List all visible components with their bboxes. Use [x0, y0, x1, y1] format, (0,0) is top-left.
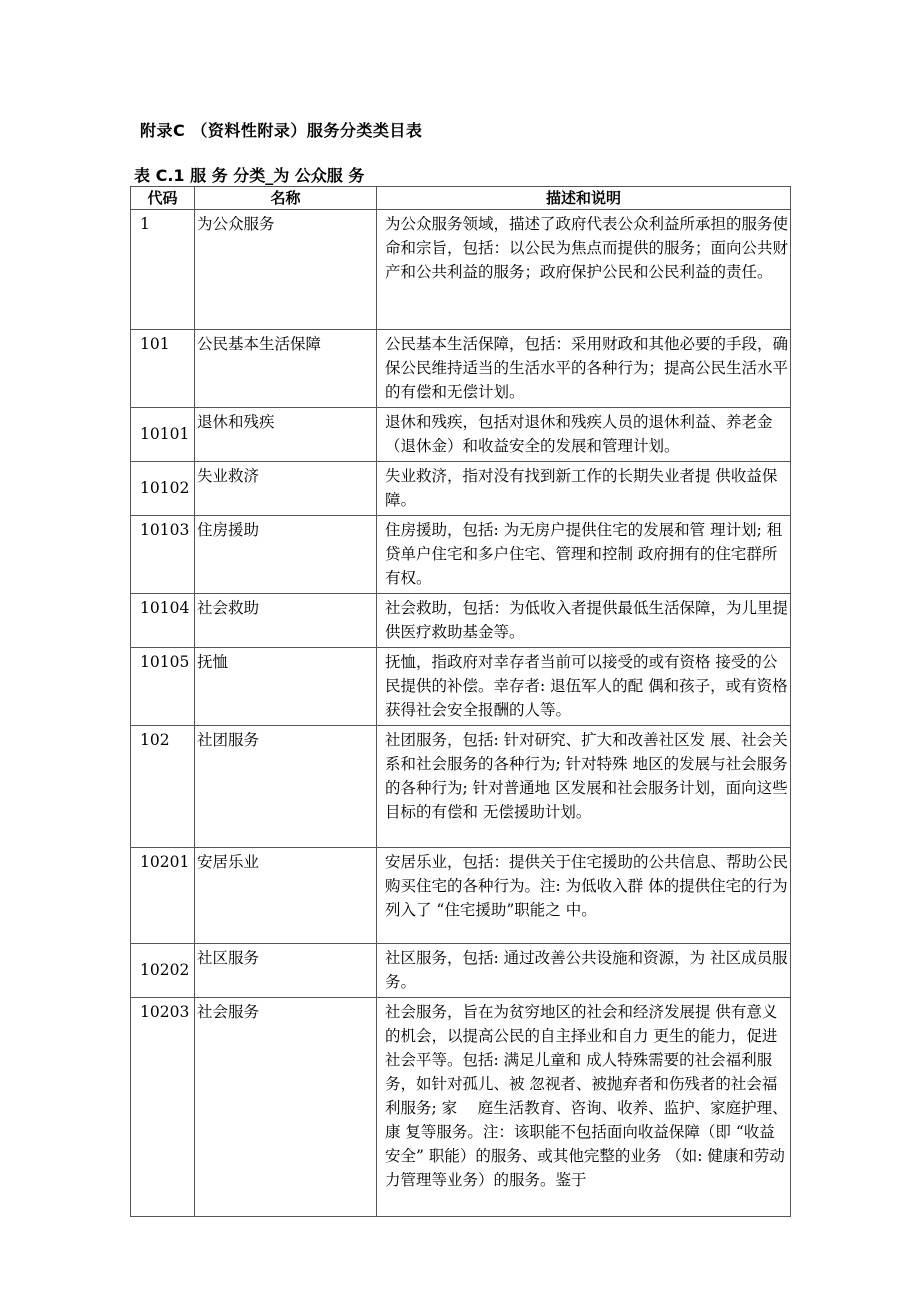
row-name: 社会服务: [195, 998, 377, 1217]
table-row: [131, 648, 791, 726]
row-code: 10102: [131, 462, 195, 516]
table-row: [131, 848, 791, 944]
column-header-name: 名称: [195, 187, 377, 210]
row-name: 退休和残疾: [195, 408, 377, 462]
row-code: 10105: [131, 648, 195, 726]
row-desc: 失业救济，指对没有找到新工作的长期失业者提 供收益保障。: [377, 462, 791, 516]
row-desc: 抚恤，指政府对幸存者当前可以接受的或有资格 接受的公民提供的补偿。幸存者: 退伍军人的配 偶和孩子，或有资格获得社会安全报酬的人等。: [377, 648, 791, 726]
row-desc: 安居乐业，包括：提供关于住宅援助的公共信息、帮助公民购买住宅的各种行为。注: 为低收入群 体的提供住宅的行为列入了 “住宅援助”职能之 中。: [377, 848, 791, 944]
row-code: 10101: [131, 408, 195, 462]
row-code: 10202: [131, 944, 195, 998]
row-desc: 社区服务，包括: 通过改善公共设施和资源，为 社区成员服务。: [377, 944, 791, 998]
row-name: 公民基本生活保障: [195, 330, 377, 408]
row-code: 1: [131, 210, 195, 330]
row-code: 102: [131, 726, 195, 848]
row-code: 10203: [131, 998, 195, 1217]
row-code: 10104: [131, 594, 195, 648]
row-desc: 社会救助，包括：为低收入者提供最低生活保障，为儿里提供医疗救助基金等。: [377, 594, 791, 648]
table-row: [131, 408, 791, 462]
row-code: 10201: [131, 848, 195, 944]
table-header-row: [131, 187, 791, 210]
row-desc: 公民基本生活保障，包括：采用财政和其他必要的手段，确保公民维持适当的生活水平的各种行为；提高公民生活水平的有偿和无偿计划。: [377, 330, 791, 408]
table-row: [131, 726, 791, 848]
table-row: [131, 330, 791, 408]
column-header-code: 代码: [131, 187, 195, 210]
row-name: 为公众服务: [195, 210, 377, 330]
row-code: 101: [131, 330, 195, 408]
table-row: [131, 462, 791, 516]
row-desc: 社团服务，包括: 针对研究、扩大和改善社区发 展、社会关系和社会服务的各种行为; 针对特殊 地区的发展与社会服务的各种行为; 针对普通地 区发展和社会服务计划，面向这些目标的有偿和 无偿援助计划。: [377, 726, 791, 848]
row-desc: 退休和残疾，包括对退休和残疾人员的退休利益、养老金（退休金）和收益安全的发展和管理计划。: [377, 408, 791, 462]
row-name: 社团服务: [195, 726, 377, 848]
table-row: [131, 998, 791, 1217]
row-name: 社区服务: [195, 944, 377, 998]
appendix-title: 附录C （资料性附录）服务分类类目表: [140, 121, 423, 140]
table-caption: 表 C.1 服 务 分类_为 公众服 务: [134, 166, 365, 185]
table-row: [131, 210, 791, 330]
row-name: 安居乐业: [195, 848, 377, 944]
column-header-desc: 描述和说明: [377, 187, 791, 210]
row-name: 住房援助: [195, 516, 377, 594]
row-name: 抚恤: [195, 648, 377, 726]
table-row: [131, 516, 791, 594]
row-desc: 社会服务，旨在为贫穷地区的社会和经济发展提 供有意义的机会，以提高公民的自主择业和自力 更生的能力，促进社会平等。包括: 满足儿童和 成人特殊需要的社会福利服务，如针对孤儿、被 忽视者、被抛弃者和伤残者的社会福利服务; 家 庭生活教育、咨询、收养、监护、家庭护理、康 复等服务。注：该职能不包括面向收益保障（即 “收益安全” 职能）的服务、或其他完整的业务 （如: 健康和劳动力管理等业务）的服务。鉴于: [377, 998, 791, 1217]
table-row: [131, 594, 791, 648]
row-desc: 为公众服务领域，描述了政府代表公众利益所承担的服务使命和宗旨，包括：以公民为焦点而提供的服务；面向公共财产和公共利益的服务；政府保护公民和公民利益的责任。: [377, 210, 791, 330]
row-name: 失业救济: [195, 462, 377, 516]
table-row: [131, 944, 791, 998]
row-code: 10103: [131, 516, 195, 594]
row-desc: 住房援助，包括: 为无房户提供住宅的发展和管 理计划; 租贷单户住宅和多户住宅、管理和控制 政府拥有的住宅群所有权。: [377, 516, 791, 594]
service-classification-table: [130, 186, 791, 1217]
row-name: 社会救助: [195, 594, 377, 648]
